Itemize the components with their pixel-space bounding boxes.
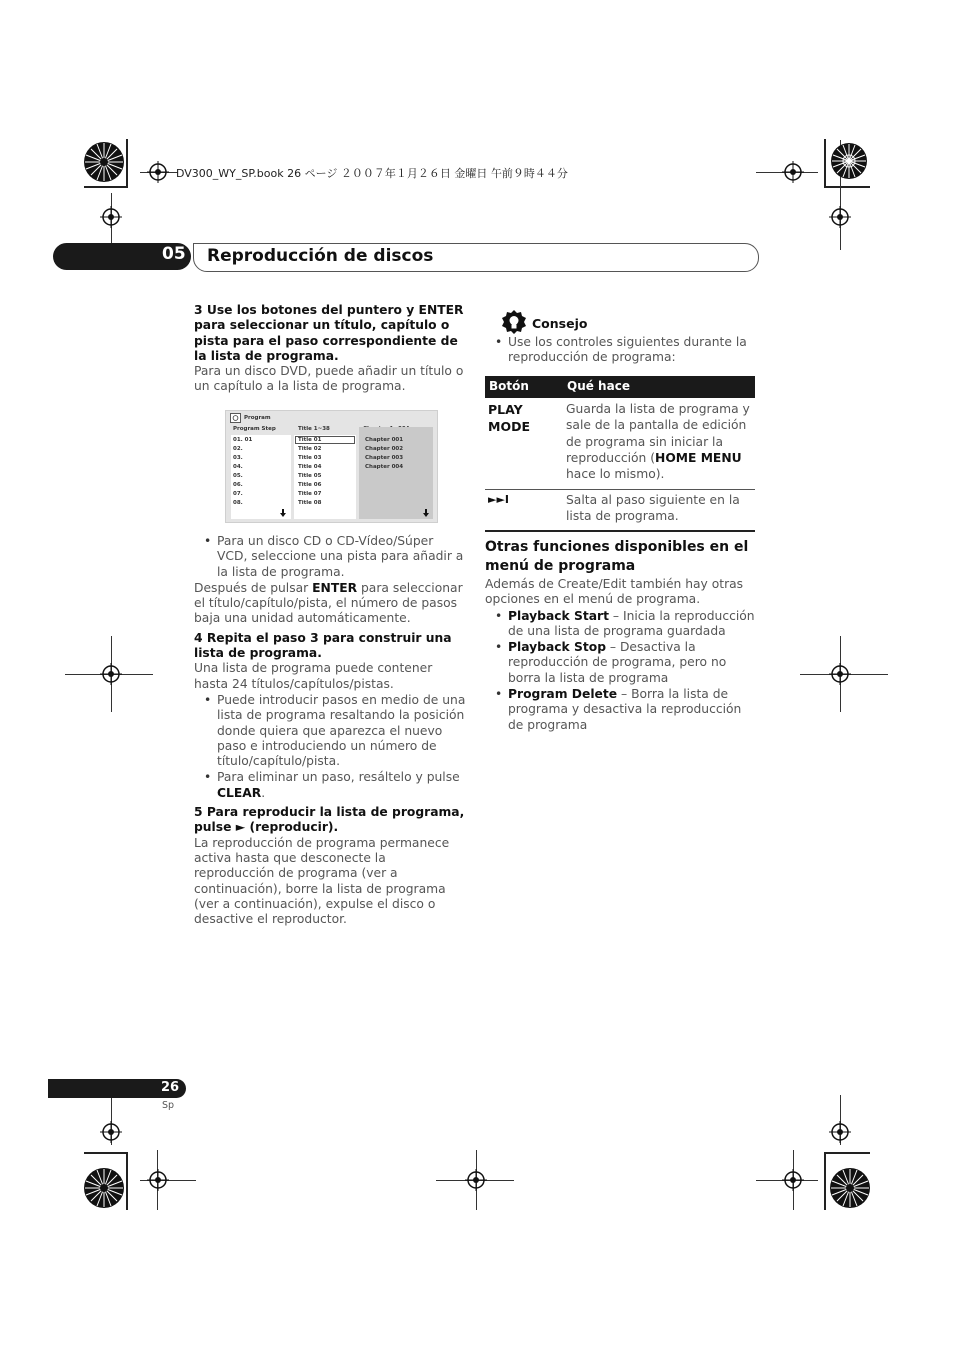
after-enter-paragraph [194,581,466,627]
play-mode-desc-post: hace lo mismo). [566,467,665,482]
chapter-number: 05 [162,244,186,264]
crosshair-target-icon [100,1121,122,1143]
registration-starburst-icon [80,138,128,186]
table-bottom-rule [485,530,755,532]
screen-chapter-item: Chapter 004 [365,464,404,470]
screen-col-title: Title 1~38 [298,426,330,432]
option-playback-start [485,609,757,640]
tip-text [485,335,755,366]
screen-step: 01. 01 [233,437,253,443]
page-number: 26 [161,1080,180,1095]
play-mode-desc-bold: HOME MENU [655,450,742,465]
registration-starburst-icon [826,1164,874,1212]
screen-step: 06. [233,482,243,488]
option-text: – Desactiva la reproducción de programa, pero no borra la lista de programa [508,640,727,685]
registration-starburst-icon [80,1164,128,1212]
screen-title-item: Title 05 [298,473,322,479]
step-4-text: Una lista de programa puede contener hasta 24 títulos/capítulos/pistas. [194,661,433,691]
left-column-bottom [194,534,466,927]
left-column-top [194,303,466,395]
play-mode-desc [566,401,756,482]
section-intro: Además de Create/Edit también hay otras opciones en el menú de programa. [485,577,744,607]
crosshair-target-icon [147,161,169,183]
lightbulb-tip-icon [500,309,528,335]
bullet-clear-bold: CLEAR [217,785,262,800]
option-program-delete [485,687,757,733]
screen-col-program-step: Program Step [233,426,276,432]
bullet-cd: • Para un disco CD o CD-Vídeo/Súper VCD, seleccione una pista para añadir a la lista de programa. [194,534,466,580]
option-label: Playback Stop [508,640,606,655]
after-enter-post: para seleccionar el título/capítulo/pista, el número de pasos baja una unidad automáticamente. [194,580,463,626]
screen-title-item: Title 02 [298,446,322,452]
screen-title-item: Title 03 [298,455,322,461]
page-language: Sp [162,1100,175,1111]
scroll-down-arrow-icon[interactable] [279,509,287,517]
crosshair-target-icon [100,206,122,228]
screen-step: 05. [233,473,243,479]
chapter-title: Reproducción de discos [207,246,434,266]
screen-title: Program [244,415,271,421]
after-enter-pre: Después de pulsar [194,580,313,595]
bullet-clear-post: . [261,785,266,800]
tip-title: Consejo [532,316,588,331]
skip-next-desc: Salta al paso siguiente en la lista de programa. [566,493,740,524]
play-mode-key: PLAY MODE [488,402,530,434]
bullet-clear [194,770,466,801]
step-5-title: 5 Para reproducir la lista de programa, pulse ► (reproducir). [194,805,465,835]
crosshair-target-icon [829,663,851,685]
section-body [485,577,757,733]
play-mode-desc-pre: Guarda la lista de programa y sale de la pantalla de edición de programa sin iniciar la reproducción ( [566,402,750,465]
crosshair-target-icon [147,1169,169,1191]
screen-title-item: Title 08 [298,500,322,506]
table-col-what: Qué hace [567,379,630,393]
screen-step: 04. [233,464,243,470]
program-screen [225,410,438,523]
step-5-text: La reproducción de programa permanece activa hasta que desconecte la reproducción de programa (ver a continuación), borre la lista de programa (ver a continuación), expulse el disco o desactive el reproductor. [194,835,450,927]
bullet-insert: • Puede introducir pasos en medio de una lista de programa resaltando la posición donde quiera que aparezca el nuevo paso e introduciendo un número de título/capítulo/pista. [194,693,466,769]
screen-step: 03. [233,455,243,461]
step-3-text: Para un disco DVD, puede añadir un título o un capítulo a la lista de programa. [194,364,464,394]
option-text: – Inicia la reproducción de una lista de programa guardada [508,608,755,638]
after-enter-bold: ENTER [312,580,358,595]
section-title: Otras funciones disponibles en el menú de programa [485,539,749,574]
screen-title-item: Title 07 [298,491,322,497]
screen-chapter-item: Chapter 002 [365,446,404,452]
screen-step: 02. [233,446,243,452]
crosshair-target-icon [100,663,122,685]
table-divider [485,489,755,490]
screen-chapter-item: Chapter 001 [365,437,404,443]
crosshair-target-icon [782,161,804,183]
option-label: Playback Start [508,608,609,623]
screen-step: 07. [233,491,243,497]
scroll-down-arrow-icon[interactable] [422,509,430,517]
step-4-title: 4 Repita el paso 3 para construir una lista de programa. [194,630,452,661]
registration-starburst-icon [826,138,872,184]
option-playback-stop [485,640,757,686]
bullet-clear-pre: Para eliminar un paso, resáltelo y pulse [217,770,460,785]
screen-step: 08. [233,500,243,506]
option-text: – Borra la lista de programa y desactiva la reproducción de programa [508,687,742,732]
table-col-button: Botón [489,379,529,393]
skip-next-icon: ►►I [488,493,510,506]
step-3-title: 3 Use los botones del puntero y ENTER para seleccionar un título, capítulo o pista para el paso correspondiente de la lista de programa. [194,303,464,363]
tip-bullet: • Use los controles siguientes durante la reproducción de programa: [485,335,755,366]
screen-chapter-item: Chapter 003 [365,455,404,461]
screen-title-item: Title 01 [298,437,322,443]
controls-table-header [485,376,755,398]
disc-icon [230,413,241,423]
crosshair-target-icon [782,1169,804,1191]
screen-title-item: Title 04 [298,464,322,470]
crosshair-target-icon [829,1121,851,1143]
option-label: Program Delete [508,687,618,702]
crosshair-target-icon [465,1169,487,1191]
screen-title-item: Title 06 [298,482,322,488]
crosshair-target-icon [829,206,851,228]
file-header: DV300_WY_SP.book 26 ページ ２００７年１月２６日 金曜日 午前９時４４分 [176,167,568,180]
